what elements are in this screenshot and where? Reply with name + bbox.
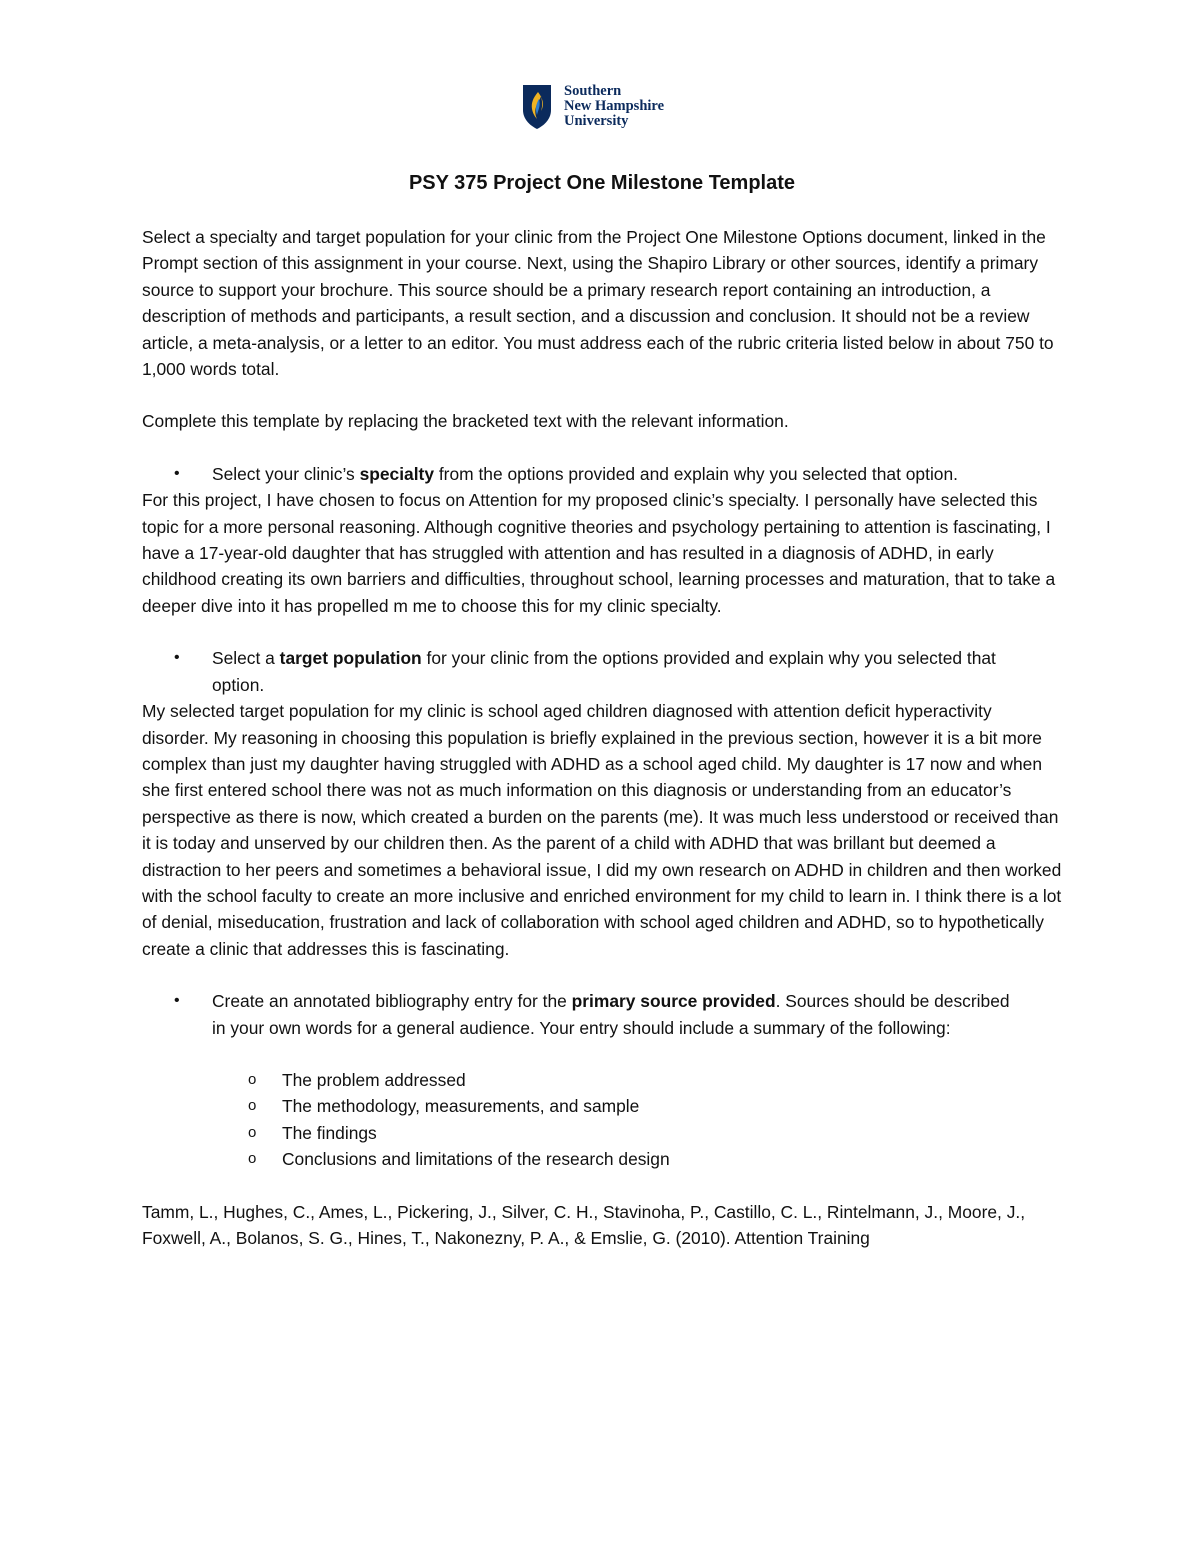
list-item-text: Conclusions and limitations of the research design [282, 1149, 670, 1170]
list-item-text: The methodology, measurements, and sample [282, 1096, 640, 1117]
bullet-icon: • [174, 464, 180, 482]
list-item-text: The problem addressed [282, 1069, 466, 1090]
bullet-text-post: . Sources should be described in your own words for a general audience. Your entry should include a summary of the following: [212, 991, 1010, 1038]
bullet-text-bold: specialty [359, 463, 434, 484]
list-item-text: The findings [282, 1122, 377, 1143]
document-title: PSY 375 Project One Milestone Template [408, 172, 796, 194]
bullet-text-post: from the options provided and explain why you selected that option. [434, 463, 958, 484]
bullet-icon: • [174, 992, 180, 1010]
wordmark-line-1: Southern [564, 83, 622, 99]
list-item [142, 1067, 1062, 1093]
bullet-text-pre: Create an annotated bibliography entry for the [212, 991, 572, 1012]
university-wordmark [564, 84, 664, 129]
prompt-bullet-specialty [142, 461, 1012, 487]
bullet-text-bold: target population [279, 648, 422, 669]
summary-sublist [142, 1067, 1062, 1173]
citation-entry: Tamm, L., Hughes, C., Ames, L., Pickering, J., Silver, C. H., Stavinoha, P., Castillo, C. L., Rintelmann, J., Moore, J., Foxwell, A., Bolanos, S. G., Hines, T., Nakonezny, P. A., & Emslie, G. (2010). Attention Training [142, 1201, 1026, 1248]
bullet-text-bold: primary source provided [571, 991, 776, 1012]
list-item [142, 1093, 1062, 1119]
prompt-bullet-target-population [142, 645, 1012, 698]
answer-target-population: My selected target population for my clinic is school aged children diagnosed with attention deficit hyperactivity disorder. My reasoning in choosing this population is briefly explained in the previous section, however it is a bit more complex than just my daughter having struggled with ADHD as a school aged child. My daughter is 17 now and when she first entered school there was not as much information on this diagnosis or understanding from an educator’s perspective as there is now, which created a burden on the parents (me). It was much less understood or received than it is today and unserved by our children then. As the parent of a child with ADHD that was brillant but deemed a distraction to her peers and sometimes a behavioral issue, I did my own research on ADHD in children and then worked with the school faculty to create an more inclusive and enriched environment for my child to learn in. I think there is a lot of denial, miseducation, frustration and lack of collaboration with school aged children and ADHD, so to hypothetically create a clinic that addresses this is fascinating. [142, 701, 1062, 959]
sub-bullet-icon: o [248, 1097, 257, 1115]
snhu-logo [522, 84, 664, 130]
sub-bullet-icon: o [248, 1150, 257, 1168]
list-item [142, 1146, 1062, 1172]
intro-paragraph: Select a specialty and target population for your clinic from the Project One Milestone Options document, linked in the Prompt section of this assignment in your course. Next, using the Shapiro Library or other sources, identify a primary source to support your brochure. This source should be a primary research report containing an introduction, a description of methods and participants, a result section, and a discussion and conclusion. It should not be a review article, a meta-analysis, or a letter to an editor. You must address each of the rubric criteria listed below in about 750 to 1,000 words total. [142, 227, 1054, 380]
wordmark-line-3: University [564, 113, 629, 129]
sub-bullet-icon: o [248, 1070, 257, 1088]
bullet-icon: • [174, 649, 180, 667]
shield-flame-icon [522, 84, 552, 130]
prompt-bullet-bibliography [142, 988, 1012, 1041]
sub-bullet-icon: o [248, 1123, 257, 1141]
wordmark-line-2: New Hampshire [564, 98, 665, 114]
bullet-text-pre: Select your clinic’s [212, 463, 360, 484]
instructions-paragraph: Complete this template by replacing the bracketed text with the relevant information. [142, 411, 789, 432]
answer-specialty: For this project, I have chosen to focus on Attention for my proposed clinic’s specialty. I personally have selected this topic for a more personal reasoning. Although cognitive theories and psychology pertaining to attention is fascinating, I have a 17-year-old daughter that has struggled with attention and has resulted in a diagnosis of ADHD, in early childhood creating its own barriers and difficulties, throughout school, learning processes and maturation, that to take a deeper dive into it has propelled m me to choose this for my clinic specialty. [142, 490, 1056, 616]
document-body [142, 170, 1062, 1251]
list-item [142, 1120, 1062, 1146]
bullet-text-post: for your clinic from the options provided and explain why you selected that option. [212, 648, 996, 695]
bullet-text-pre: Select a [212, 648, 280, 669]
